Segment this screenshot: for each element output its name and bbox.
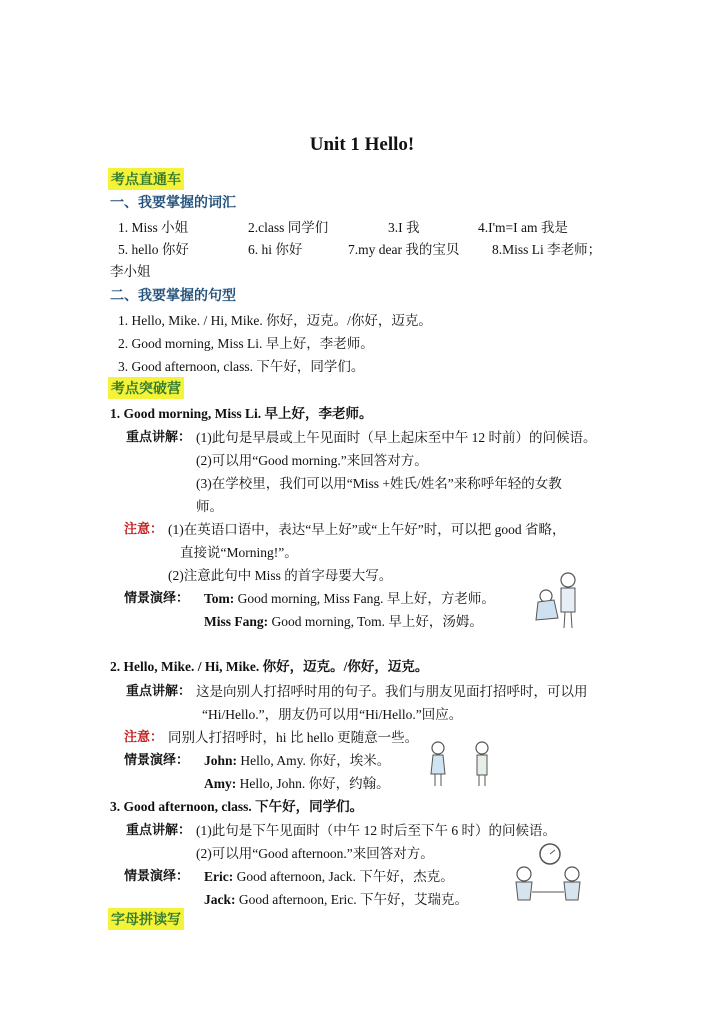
vocab-item: 8.Miss Li 李老师；: [492, 242, 602, 257]
note-line: (1)在英语口语中，表达“早上好”或“上午好”时，可以把 good 省略，: [168, 522, 566, 537]
note-label: 注意：: [124, 522, 164, 537]
key-explanation-label: 重点讲解：: [126, 430, 192, 445]
dialog-line: John: Hello, Amy. 你好，埃米。: [204, 753, 391, 768]
key-line: 师。: [196, 499, 223, 514]
key-line: (3)在学校里，我们可以用“Miss +姓氏/姓名”来称呼年轻的女教: [196, 476, 562, 491]
vocab-item: 李小姐: [110, 264, 151, 279]
key-line: (2)可以用“Good afternoon.”来回答对方。: [196, 846, 434, 861]
sentences-heading: 二、我要掌握的句型: [110, 288, 236, 304]
key-line: (2)可以用“Good morning.”来回答对方。: [196, 453, 428, 468]
key-line: (1)此句是早晨或上午见面时（早上起床至中午 12 时前）的问候语。: [196, 430, 597, 445]
dialog-line: Eric: Good afternoon, Jack. 下午好，杰克。: [204, 869, 454, 884]
dialog-line: Tom: Good morning, Miss Fang. 早上好，方老师。: [204, 591, 495, 606]
dialog-label: 情景演绎：: [124, 753, 190, 768]
page-title: Unit 1 Hello!: [309, 134, 415, 155]
section-heading-zimu-pindu-xie: 字母拼读写: [108, 908, 184, 930]
dialog-label: 情景演绎：: [124, 591, 190, 606]
dialog-line: Amy: Hello, John. 你好，约翰。: [204, 776, 390, 791]
vocab-item: 7.my dear 我的宝贝: [348, 242, 460, 257]
vocab-item: 3.I 我: [388, 220, 420, 235]
sentence-item: 1. Hello, Mike. / Hi, Mike. 你好，迈克。/你好，迈克。: [118, 313, 432, 328]
vocab-item: 2.class 同学们: [248, 220, 329, 235]
vocab-item: 4.I'm=I am 我是: [478, 220, 568, 235]
note-label: 注意：: [124, 730, 164, 745]
point-title: 2. Hello, Mike. / Hi, Mike. 你好，迈克。/你好，迈克。: [110, 659, 429, 674]
dialog-line: Miss Fang: Good morning, Tom. 早上好，汤姆。: [204, 614, 483, 629]
illustration-clock-two-boys-icon: [508, 842, 592, 906]
illustration-two-children-icon: [426, 740, 506, 790]
section-heading-kaodian-tupoying: 考点突破营: [108, 377, 184, 399]
dialog-label: 情景演绎：: [124, 869, 190, 884]
sentence-item: 3. Good afternoon, class. 下午好，同学们。: [118, 359, 365, 374]
note-line: 同别人打招呼时，hi 比 hello 更随意一些。: [168, 730, 419, 745]
note-line: (2)注意此句中 Miss 的首字母要大写。: [168, 568, 393, 583]
key-line: 这是向别人打招呼时用的句子。我们与朋友见面打招呼时，可以用: [196, 684, 588, 699]
vocab-item: 5. hello 你好: [118, 242, 189, 257]
vocab-item: 6. hi 你好: [248, 242, 303, 257]
illustration-teacher-student-icon: [528, 570, 588, 632]
note-line: 直接说“Morning!”。: [180, 545, 298, 560]
section-heading-kaodian-zhitongche: 考点直通车: [108, 168, 184, 190]
key-explanation-label: 重点讲解：: [126, 684, 192, 699]
dialog-line: Jack: Good afternoon, Eric. 下午好，艾瑞克。: [204, 892, 468, 907]
vocab-heading: 一、我要掌握的词汇: [110, 195, 236, 211]
point-title: 3. Good afternoon, class. 下午好，同学们。: [110, 799, 364, 814]
point-title: 1. Good morning, Miss Li. 早上好，李老师。: [110, 406, 373, 421]
key-line: (1)此句是下午见面时（中午 12 时后至下午 6 时）的问候语。: [196, 823, 556, 838]
key-explanation-label: 重点讲解：: [126, 823, 192, 838]
vocab-item: 1. Miss 小姐: [118, 220, 189, 235]
sentence-item: 2. Good morning, Miss Li. 早上好，李老师。: [118, 336, 374, 351]
key-line: “Hi/Hello.”，朋友仍可以用“Hi/Hello.”回应。: [202, 707, 463, 722]
